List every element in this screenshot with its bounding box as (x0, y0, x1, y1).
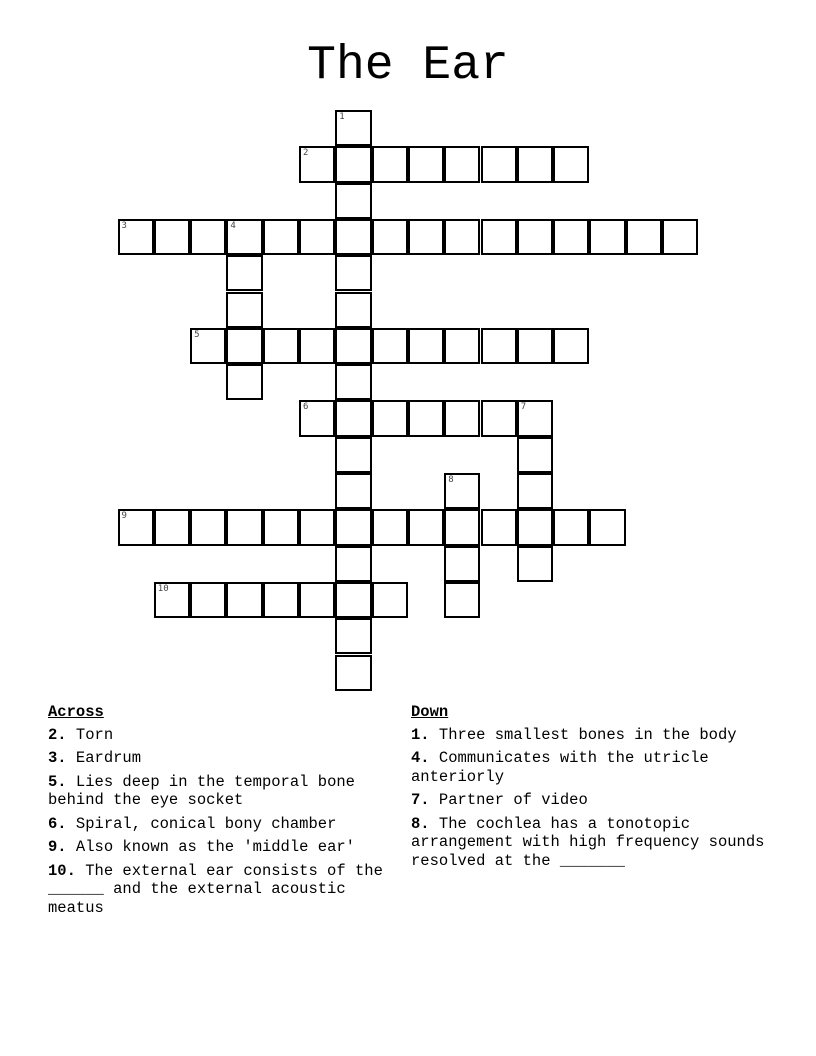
grid-cell[interactable] (335, 655, 371, 691)
grid-cell[interactable] (226, 364, 262, 400)
clue-across-9: 9. Also known as the 'middle ear' (48, 838, 355, 856)
grid-cell[interactable] (517, 146, 553, 182)
page-title: The Ear (307, 39, 509, 93)
grid-cell[interactable] (408, 219, 444, 255)
grid-cell[interactable] (154, 582, 190, 618)
grid-cell[interactable] (517, 219, 553, 255)
clue-down-8: 8. The cochlea has a tonotopic arrangement with high frequency sounds resolved at the _______ (411, 814, 774, 870)
grid-cell[interactable] (226, 328, 262, 364)
clue-across-2: 2. Torn (48, 725, 114, 744)
grid-cell[interactable] (226, 219, 262, 255)
grid-cell[interactable] (263, 219, 299, 255)
cell-number: 5 (194, 329, 200, 340)
grid-cell[interactable] (226, 509, 262, 545)
grid-cell[interactable] (517, 546, 553, 582)
grid-cell[interactable] (335, 546, 371, 582)
grid-cell[interactable] (444, 146, 480, 182)
grid-cell[interactable] (299, 509, 335, 545)
grid-cell[interactable] (481, 328, 517, 364)
grid-cell[interactable] (335, 328, 371, 364)
grid-cell[interactable] (335, 618, 371, 654)
grid-cell[interactable] (626, 219, 662, 255)
cell-number: 9 (121, 511, 127, 522)
clue-across-3: 3. Eardrum (48, 749, 142, 767)
down-clues (411, 703, 781, 875)
grid-cell[interactable] (263, 582, 299, 618)
grid-cell[interactable] (408, 146, 444, 182)
grid-cell[interactable] (408, 509, 444, 545)
grid-cell[interactable] (190, 328, 226, 364)
grid-cell[interactable] (335, 219, 371, 255)
grid-cell[interactable] (190, 219, 226, 255)
grid-cell[interactable] (372, 219, 408, 255)
clue-across-10: 10. The external ear consists of the ______ and the external acoustic meatus (48, 861, 393, 917)
grid-cell[interactable] (517, 328, 553, 364)
grid-cell[interactable] (444, 509, 480, 545)
grid-cell[interactable] (335, 255, 371, 291)
grid-cell[interactable] (553, 219, 589, 255)
grid-cell[interactable] (444, 400, 480, 436)
clue-across-6: 6. Spiral, conical bony chamber (48, 814, 337, 833)
grid-cell[interactable] (589, 509, 625, 545)
grid-cell[interactable] (444, 546, 480, 582)
grid-cell[interactable] (335, 437, 371, 473)
grid-cell[interactable] (372, 509, 408, 545)
grid-cell[interactable] (118, 509, 154, 545)
grid-cell[interactable] (372, 146, 408, 182)
grid-cell[interactable] (335, 183, 371, 219)
clue-down-1: 1. Three smallest bones in the body (411, 725, 737, 744)
grid-cell[interactable] (335, 110, 371, 146)
cell-number: 3 (121, 220, 127, 231)
grid-cell[interactable] (335, 146, 371, 182)
grid-cell[interactable] (408, 328, 444, 364)
grid-cell[interactable] (226, 582, 262, 618)
grid-cell[interactable] (154, 509, 190, 545)
cell-number: 1 (339, 112, 345, 122)
grid-cell[interactable] (118, 219, 154, 255)
grid-cell[interactable] (662, 219, 698, 255)
across-clues (48, 703, 398, 922)
grid-cell[interactable] (299, 146, 335, 182)
grid-cell[interactable] (335, 473, 371, 509)
grid-cell[interactable] (553, 146, 589, 182)
grid-cell[interactable] (517, 400, 553, 436)
cell-number: 2 (303, 148, 309, 159)
grid-cell[interactable] (154, 219, 190, 255)
grid-cell[interactable] (589, 219, 625, 255)
grid-cell[interactable] (553, 509, 589, 545)
grid-cell[interactable] (517, 473, 553, 509)
grid-cell[interactable] (481, 219, 517, 255)
across-heading: Across (48, 703, 104, 721)
grid-cell[interactable] (372, 400, 408, 436)
grid-cell[interactable] (517, 437, 553, 473)
grid-cell[interactable] (299, 328, 335, 364)
clue-across-5: 5. Lies deep in the temporal bone behind the eye socket (48, 772, 365, 809)
grid-cell[interactable] (335, 364, 371, 400)
grid-cell[interactable] (190, 509, 226, 545)
grid-cell[interactable] (517, 509, 553, 545)
grid-cell[interactable] (226, 292, 262, 328)
grid-cell[interactable] (335, 400, 371, 436)
clue-down-4: 4. Communicates with the utricle anteriorly (411, 749, 718, 786)
grid-cell[interactable] (190, 582, 226, 618)
grid-cell[interactable] (553, 328, 589, 364)
grid-cell[interactable] (226, 255, 262, 291)
grid-cell[interactable] (299, 582, 335, 618)
cell-number: 4 (230, 220, 236, 231)
grid-cell[interactable] (335, 582, 371, 618)
grid-cell[interactable] (408, 400, 444, 436)
cell-number: 7 (520, 402, 527, 413)
grid-cell[interactable] (299, 219, 335, 255)
grid-cell[interactable] (263, 328, 299, 364)
grid-cell[interactable] (335, 509, 371, 545)
cell-number: 10 (157, 583, 169, 594)
grid-cell[interactable] (335, 292, 371, 328)
grid-cell[interactable] (263, 509, 299, 545)
grid-cell[interactable] (481, 400, 517, 436)
grid-cell[interactable] (372, 582, 408, 618)
grid-cell[interactable] (444, 582, 480, 618)
grid-cell[interactable] (444, 219, 480, 255)
clue-down-7: 7. Partner of video (411, 791, 588, 809)
down-heading: Down (411, 703, 449, 721)
cell-number: 8 (448, 475, 454, 485)
grid-cell[interactable] (444, 473, 480, 509)
grid-cell[interactable] (481, 509, 517, 545)
grid-cell[interactable] (481, 146, 517, 182)
grid-cell[interactable] (299, 400, 335, 436)
cell-number: 6 (303, 402, 309, 413)
grid-cell[interactable] (444, 328, 480, 364)
grid-cell[interactable] (372, 328, 408, 364)
